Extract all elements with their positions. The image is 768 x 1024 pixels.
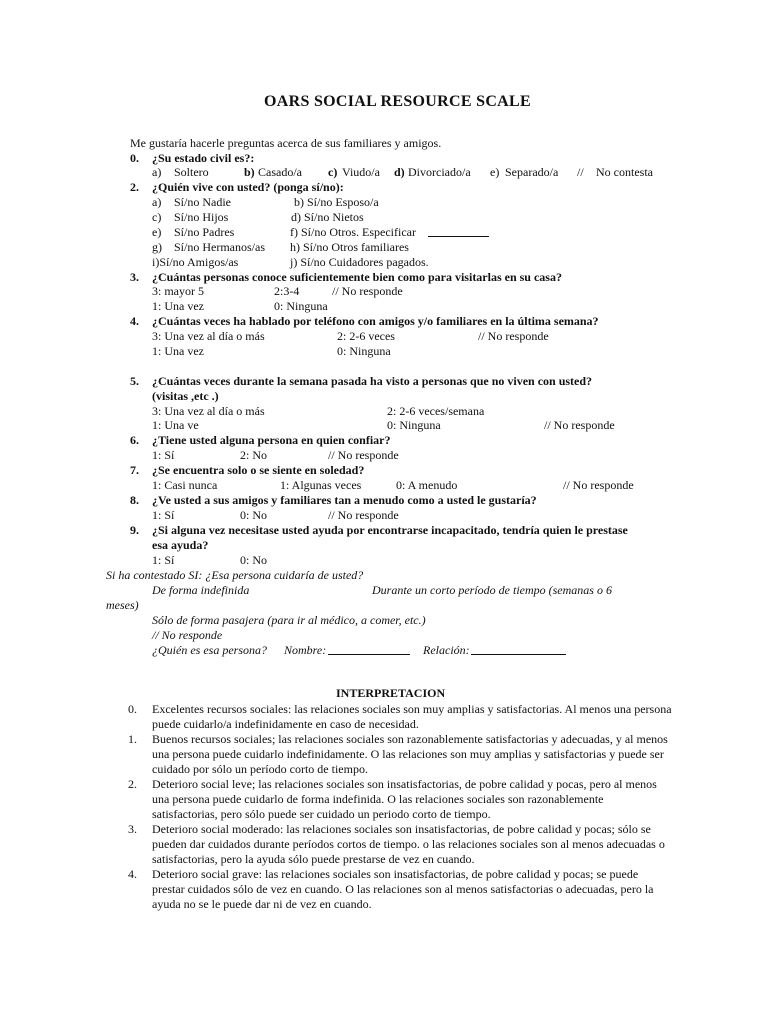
- option-text: 0: A menudo: [396, 478, 458, 492]
- option-text: No contesta: [596, 165, 653, 179]
- interpretation-heading: INTERPRETACION: [336, 686, 446, 700]
- item-number: 3.: [128, 822, 137, 836]
- option-text: 0: No: [240, 508, 267, 522]
- question-text: ¿Ve usted a sus amigos y familiares tan a menudo como a usted le gustaría?: [152, 493, 537, 507]
- option-text: 1: Algunas veces: [280, 478, 362, 492]
- option-text: 1: Sí: [152, 553, 175, 567]
- option-text: // No responde: [328, 448, 399, 462]
- interpretation-item: Deterioro social leve; las relaciones sociales son insatisfactorias, de pobre calidad y pocas, pero al menos una persona puede cuidarlo de forma indefinida. O las relaciones sociales son razonablemente satisfactorias, pero sólo puede ser cuidado un periodo corto de tiempo.: [152, 777, 657, 821]
- option-text: b) Sí/no Esposo/a: [294, 195, 379, 209]
- option-text: 1: Casi nunca: [152, 478, 218, 492]
- question-text: ¿Cuántas veces ha hablado por teléfono con amigos y/o familiares en la última semana?: [152, 314, 599, 328]
- option-text: 1: Una vez: [152, 344, 204, 358]
- option-label: //: [577, 165, 584, 179]
- option-text: f) Sí/no Otros. Especificar: [290, 225, 416, 239]
- question-text: ¿Si alguna vez necesitase usted ayuda por encontrarse incapacitado, tendría quien le prestase: [152, 523, 628, 537]
- option-text: Divorciado/a: [408, 165, 471, 179]
- option-label: g): [152, 240, 162, 254]
- followup-option: Durante un corto período de tiempo (semanas o 6: [372, 583, 612, 597]
- item-number: 1.: [128, 732, 137, 746]
- option-text: 2: 2-6 veces/semana: [387, 404, 485, 418]
- option-text: 3: mayor 5: [152, 284, 204, 298]
- question-text: ¿Quién vive con usted? (ponga sí/no):: [152, 180, 344, 194]
- question-number: 4.: [130, 314, 139, 328]
- option-text: 2: 2-6 veces: [337, 329, 395, 343]
- interpretation-item: Deterioro social moderado: las relaciones sociales son insatisfactorias, de pobre calidad y pocas; sólo se pueden dar cuidados durante períodos cortos de tiempo. o las relaciones sociales son al menos adecuadas o satisfactorias, pero la ayuda sólo puede prestarse de vez en cuando.: [152, 822, 665, 866]
- option-label: b): [244, 165, 255, 179]
- page-title: OARS SOCIAL RESOURCE SCALE: [264, 93, 531, 110]
- followup-question: Si ha contestado SI: ¿Esa persona cuidaría de usted?: [106, 568, 364, 582]
- option-text: 2:3-4: [274, 284, 300, 298]
- option-label: a): [152, 195, 162, 209]
- question-number: 7.: [130, 463, 139, 477]
- option-text: Casado/a: [258, 165, 302, 179]
- followup-option: Sólo de forma pasajera (para ir al médico, a comer, etc.): [152, 613, 426, 627]
- option-text: // No responde: [478, 329, 549, 343]
- option-text: Separado/a: [505, 165, 559, 179]
- option-text: 1: Una ve: [152, 418, 199, 432]
- option-label: c): [328, 165, 338, 179]
- option-label: d): [394, 165, 405, 179]
- relation-blank[interactable]: [471, 643, 566, 655]
- option-text: Sí/no Nadie: [174, 195, 231, 209]
- option-text: 1: Sí: [152, 508, 175, 522]
- question-number: 2.: [130, 180, 139, 194]
- option-text: 3: Una vez al día o más: [152, 404, 265, 418]
- name-label: Nombre:: [284, 643, 327, 657]
- who-question: ¿Quién es esa persona?: [152, 643, 267, 657]
- option-label: c): [152, 210, 162, 224]
- option-text: 1: Una vez: [152, 299, 204, 313]
- option-text: d) Sí/no Nietos: [291, 210, 364, 224]
- item-number: 2.: [128, 777, 137, 791]
- intro-text: Me gustaría hacerle preguntas acerca de sus familiares y amigos.: [130, 136, 442, 150]
- interpretation-item: Buenos recursos sociales; las relaciones sociales son razonablemente satisfactorias y adecuadas, y al menos una persona puede cuidarlo indefinidamente. O las relaciones son muy amplias y satisfactorias y puede ser cuidado por sólo un período corto de tiempo.: [152, 732, 668, 776]
- specify-blank[interactable]: [428, 225, 489, 237]
- option-text: 0: Ninguna: [274, 299, 328, 313]
- question-number: 5.: [130, 374, 139, 388]
- question-text: ¿Cuántas personas conoce suficientemente bien como para visitarlas en su casa?: [152, 270, 562, 284]
- option-text: Soltero: [174, 165, 209, 179]
- relation-label: Relación:: [423, 643, 470, 657]
- question-text: ¿Tiene usted alguna persona en quien confiar?: [152, 433, 391, 447]
- question-text: ¿Cuántas veces durante la semana pasada ha visto a personas que no viven con usted?: [152, 374, 593, 388]
- question-number: 3.: [130, 270, 139, 284]
- interpretation-item: Excelentes recursos sociales: las relaciones sociales son muy amplias y satisfactorias. Al menos una persona puede cuidarlo/a indefinidamente en caso de necesidad.: [152, 702, 672, 731]
- option-text: h) Sí/no Otros familiares: [290, 240, 409, 254]
- option-text: 3: Una vez al día o más: [152, 329, 265, 343]
- interpretation-item: Deterioro social grave: las relaciones sociales son insatisfactorias, de pobre calidad y pocas; se puede prestar cuidados sólo de vez en cuando. O las relaciones son al menos satisfactorias o adecuadas, pero la ayuda no se le puede dar ni de vez en cuando.: [152, 867, 654, 911]
- option-text: // No responde: [544, 418, 615, 432]
- option-text: Sí/no Hijos: [174, 210, 229, 224]
- option-text: 0: Ninguna: [387, 418, 441, 432]
- followup-option: // No responde: [152, 628, 223, 642]
- question-text: ¿Su estado civil es?:: [152, 151, 255, 165]
- question-text: ¿Se encuentra solo o se siente en soledad?: [152, 463, 365, 477]
- option-text: 2: No: [240, 448, 267, 462]
- option-label: a): [152, 165, 162, 179]
- question-text-cont: (visitas ,etc .): [152, 389, 219, 403]
- option-text: 0: No: [240, 553, 267, 567]
- option-label: e): [152, 225, 162, 239]
- option-text: // No responde: [332, 284, 403, 298]
- option-text: Viudo/a: [342, 165, 380, 179]
- followup-option: De forma indefinida: [152, 583, 250, 597]
- name-blank[interactable]: [328, 643, 410, 655]
- option-text: // No responde: [563, 478, 634, 492]
- option-label: e): [490, 165, 500, 179]
- option-text: 0: Ninguna: [337, 344, 391, 358]
- question-text-cont: esa ayuda?: [152, 538, 209, 552]
- followup-option-cont: meses): [106, 598, 139, 612]
- item-number: 0.: [128, 702, 137, 716]
- question-number: 8.: [130, 493, 139, 507]
- option-text: Sí/no Hermanos/as: [174, 240, 265, 254]
- question-number: 9.: [130, 523, 139, 537]
- question-number: 0.: [130, 151, 139, 165]
- option-text: // No responde: [328, 508, 399, 522]
- option-text: j) Sí/no Cuidadores pagados.: [290, 255, 429, 269]
- option-text: i)Sí/no Amigos/as: [152, 255, 239, 269]
- item-number: 4.: [128, 867, 137, 881]
- option-text: 1: Sí: [152, 448, 175, 462]
- option-text: Sí/no Padres: [174, 225, 235, 239]
- question-number: 6.: [130, 433, 139, 447]
